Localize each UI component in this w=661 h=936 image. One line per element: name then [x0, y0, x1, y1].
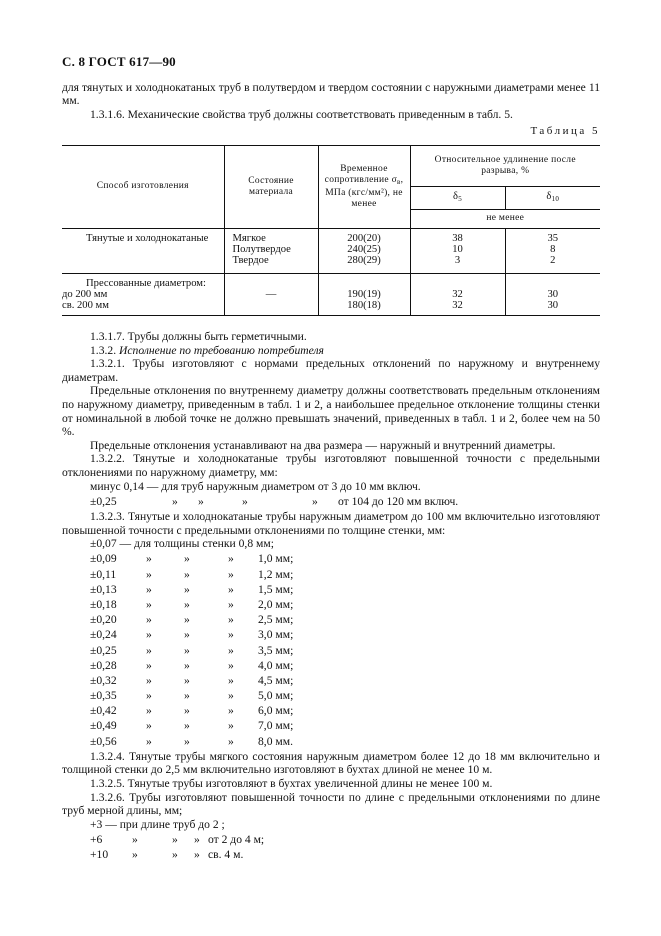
list-item	[62, 833, 600, 848]
state-dash: —	[265, 288, 277, 300]
ditto-mark: »	[172, 832, 178, 846]
list-text: 3,0 мм;	[258, 628, 294, 642]
header-method: Способ изготовления	[62, 145, 224, 228]
list-item	[62, 552, 600, 567]
ditto-mark: »	[228, 658, 234, 672]
list-value: ±0,20	[90, 613, 117, 627]
ditto-mark: »	[132, 848, 138, 862]
header-strength-sub: в	[397, 177, 401, 186]
section-number: 1.3.2.	[90, 343, 117, 357]
ditto-mark: »	[146, 673, 152, 687]
list-item	[62, 613, 600, 628]
list-text: минус 0,14 — для труб наружным диаметром от 3 до 10 мм включ.	[90, 479, 421, 493]
ditto-mark: »	[184, 643, 190, 657]
list-value: ±0,13	[90, 582, 117, 596]
d5-value: 3	[454, 255, 461, 267]
group1-states	[224, 228, 318, 273]
list-item	[62, 848, 600, 863]
paragraph-1317: 1.3.1.7. Трубы должны быть герметичными.	[90, 330, 307, 344]
ditto-mark: »	[228, 552, 234, 566]
d5-value: 10	[452, 244, 463, 256]
list-value: ±0,09	[90, 552, 117, 566]
list-text: 1,2 мм;	[258, 567, 294, 581]
group2-row-label: до 200 мм	[62, 288, 108, 300]
list-value: +10	[90, 848, 109, 862]
group2-method	[62, 273, 224, 316]
group2-state	[224, 273, 318, 316]
ditto-mark: »	[184, 582, 190, 596]
list-item	[62, 568, 600, 583]
list-value: ±0,42	[90, 704, 117, 718]
document-page	[62, 55, 600, 863]
list-item	[62, 689, 600, 704]
ditto-mark: »	[228, 734, 234, 748]
d10-value: 30	[547, 288, 559, 300]
paragraph-1324: 1.3.2.4. Тянутые трубы мягкого состояния наружным диаметром более 12 до 18 мм включительно и толщиной стенки до 2,5 мм включительно изготовляют в бухтах длиной не менее 10 м.	[62, 749, 600, 777]
group2-row-label: св. 200 мм	[62, 299, 109, 311]
paragraph-1321: 1.3.2.1. Трубы изготовляют с нормами предельных отклонений по наружному и внутреннему диаметрам.	[62, 357, 600, 384]
group2-d5	[410, 273, 505, 316]
group1-d10	[505, 228, 600, 273]
list-value: ±0,49	[90, 719, 117, 733]
ditto-mark: »	[132, 832, 138, 846]
page-header: С. 8 ГОСТ 617—90	[62, 54, 176, 69]
d5-value: 32	[452, 299, 463, 311]
group2-title: Прессованные диаметром:	[86, 277, 206, 289]
ditto-mark: »	[146, 658, 152, 672]
list-text: 2,5 мм;	[258, 613, 294, 627]
ditto-mark: »	[146, 628, 152, 642]
ditto-mark: »	[146, 552, 152, 566]
list-text: 8,0 мм.	[258, 734, 293, 748]
ditto-mark: »	[184, 567, 190, 581]
ditto-mark: »	[146, 734, 152, 748]
table-row-group2	[62, 273, 600, 316]
d10-value: 2	[550, 255, 556, 267]
group1-strength	[318, 228, 410, 273]
header-not-less: не менее	[410, 209, 600, 228]
list-value: ±0,11	[90, 567, 117, 581]
table-row-group1	[62, 228, 600, 273]
ditto-mark: »	[194, 832, 200, 846]
d10-value: 35	[547, 232, 559, 244]
list-item	[62, 480, 600, 495]
list-text: 7,0 мм;	[258, 719, 294, 733]
list-text: 5,0 мм;	[258, 689, 294, 703]
ditto-mark: »	[198, 494, 204, 508]
ditto-mark: »	[228, 597, 234, 611]
list-item	[62, 598, 600, 613]
ditto-mark: »	[228, 613, 234, 627]
ditto-mark: »	[228, 567, 234, 581]
ditto-mark: »	[146, 582, 152, 596]
list-text: +3 — при длине труб до 2 ;	[90, 817, 225, 831]
list-text: 4,5 мм;	[258, 673, 294, 687]
ditto-mark: »	[194, 848, 200, 862]
list-text: 1,0 мм;	[258, 552, 294, 566]
header-elongation: Относительное удлинение после разрыва, %	[410, 145, 600, 186]
list-item	[62, 495, 600, 510]
ditto-mark: »	[228, 719, 234, 733]
paragraph-inner-diameter: Предельные отклонения по внутреннему диаметру должны соответствовать предельным отклонениям по наружному диаметру, приведенным в табл. 1 и 2, а наибольшее предельное отклонение толщины стенки от номинальной в любой точке не должно превышать значений, приведенных в табл. 1 и 2, более чем на 50 %.	[62, 384, 600, 439]
list-item	[62, 818, 600, 833]
ditto-mark: »	[184, 597, 190, 611]
ditto-mark: »	[184, 704, 190, 718]
list-text: от 104 до 120 мм включ.	[338, 494, 459, 508]
strength-value: 180(18)	[347, 299, 381, 311]
ditto-mark: »	[184, 673, 190, 687]
header-strength-b: , МПа (кгс/мм²), не менее	[325, 174, 404, 210]
strength-value: 240(25)	[347, 244, 381, 256]
ditto-mark: »	[184, 628, 190, 642]
group2-strength	[318, 273, 410, 316]
paragraph-1325: 1.3.2.5. Тянутые трубы изготовляют в бухтах увеличенной длины не менее 100 м.	[90, 777, 493, 790]
list-value: ±0,25	[90, 643, 117, 657]
d5-value: 38	[452, 232, 463, 244]
ditto-mark: »	[312, 494, 318, 508]
header-d10	[505, 186, 600, 209]
d10-value: 30	[547, 299, 559, 311]
list-text: ±0,07 — для толщины стенки 0,8 мм;	[90, 537, 274, 551]
ditto-mark: »	[146, 643, 152, 657]
table-caption: Таблица 5	[530, 125, 600, 138]
d5-value: 32	[452, 288, 463, 300]
list-text: от 2 до 4 м;	[208, 832, 265, 846]
list-item	[62, 644, 600, 659]
ditto-mark: »	[184, 719, 190, 733]
paragraph-1316: 1.3.1.6. Механические свойства труб должны соответствовать приведенным в табл. 5.	[90, 107, 513, 121]
paragraph-continuation: для тянутых и холоднокатаных труб в полутвердом и твердом состоянии с наружными диаметрами менее 11 мм.	[62, 80, 600, 108]
list-value: ±0,25	[90, 494, 117, 508]
ditto-mark: »	[172, 848, 178, 862]
header-d10-sym: δ	[546, 190, 552, 202]
ditto-mark: »	[228, 673, 234, 687]
ditto-mark: »	[184, 613, 190, 627]
ditto-mark: »	[146, 567, 152, 581]
ditto-mark: »	[146, 597, 152, 611]
list-item	[62, 704, 600, 719]
list-value: ±0,35	[90, 689, 117, 703]
list-value: ±0,18	[90, 597, 117, 611]
paragraph-two-sizes: Предельные отклонения устанавливают на два размера — наружный и внутренний диаметры.	[90, 438, 556, 452]
list-wall-deviations	[62, 537, 600, 750]
ditto-mark: »	[228, 704, 234, 718]
list-text: 2,0 мм;	[258, 597, 294, 611]
ditto-mark: »	[146, 689, 152, 703]
header-strength	[318, 145, 410, 228]
state-soft: Мягкое	[232, 232, 266, 244]
section-title: Исполнение по требованию потребителя	[119, 343, 324, 357]
ditto-mark: »	[184, 658, 190, 672]
ditto-mark: »	[172, 494, 178, 508]
header-d5-sub: 5	[458, 194, 463, 203]
ditto-mark: »	[242, 494, 248, 508]
list-item	[62, 659, 600, 674]
strength-value: 200(20)	[347, 232, 381, 244]
paragraph-1326: 1.3.2.6. Трубы изготовляют повышенной точности по длине с предельными отклонениями по длине труб мерной длины, мм;	[62, 790, 600, 818]
list-text: 1,5 мм;	[258, 582, 294, 596]
list-diameter-deviations	[62, 480, 600, 510]
state-hard: Твердое	[232, 255, 269, 267]
list-value: ±0,24	[90, 628, 117, 642]
ditto-mark: »	[228, 582, 234, 596]
list-value: +6	[90, 832, 103, 846]
group1-d5	[410, 228, 505, 273]
ditto-mark: »	[146, 704, 152, 718]
ditto-mark: »	[184, 734, 190, 748]
list-item	[62, 674, 600, 689]
list-text: 3,5 мм;	[258, 643, 294, 657]
header-d5	[410, 186, 505, 209]
strength-value: 190(19)	[347, 288, 381, 300]
header-d5-sym: δ	[452, 190, 459, 202]
group2-d10	[505, 273, 600, 316]
list-value: ±0,32	[90, 673, 117, 687]
ditto-mark: »	[146, 613, 152, 627]
list-item	[62, 537, 600, 552]
ditto-mark: »	[228, 628, 234, 642]
paragraph-132	[62, 344, 600, 358]
paragraph-1323: 1.3.2.3. Тянутые и холоднокатаные трубы наружным диаметром до 100 мм включительно изготовляют повышенной точности с предельными отклонениями по толщине стенки, мм:	[62, 510, 600, 537]
strength-value: 280(29)	[347, 255, 381, 267]
list-item	[62, 735, 600, 750]
list-item	[62, 628, 600, 643]
header-d10-sub: 10	[551, 194, 560, 203]
list-text: св. 4 м.	[208, 848, 244, 862]
group1-method: Тянутые и холоднокатаные	[86, 232, 209, 244]
ditto-mark: »	[184, 552, 190, 566]
header-state: Состояние материала	[224, 145, 318, 228]
list-length-deviations	[62, 818, 600, 864]
state-semi-hard: Полутвердое	[232, 244, 291, 256]
ditto-mark: »	[184, 689, 190, 703]
d10-value: 8	[550, 244, 556, 256]
paragraph-1322: 1.3.2.2. Тянутые и холоднокатаные трубы изготовляют повышенной точности с предельными отклонениями по наружному диаметру, мм:	[62, 452, 600, 480]
list-item	[62, 583, 600, 598]
list-value: ±0,28	[90, 658, 117, 672]
list-text: 4,0 мм;	[258, 658, 294, 672]
list-value: ±0,56	[90, 734, 117, 748]
list-item	[62, 719, 600, 734]
table-5	[62, 145, 600, 316]
header-strength-a: Временное сопротивление σ	[324, 163, 398, 185]
ditto-mark: »	[146, 719, 152, 733]
ditto-mark: »	[228, 643, 234, 657]
ditto-mark: »	[228, 689, 234, 703]
list-text: 6,0 мм;	[258, 704, 294, 718]
